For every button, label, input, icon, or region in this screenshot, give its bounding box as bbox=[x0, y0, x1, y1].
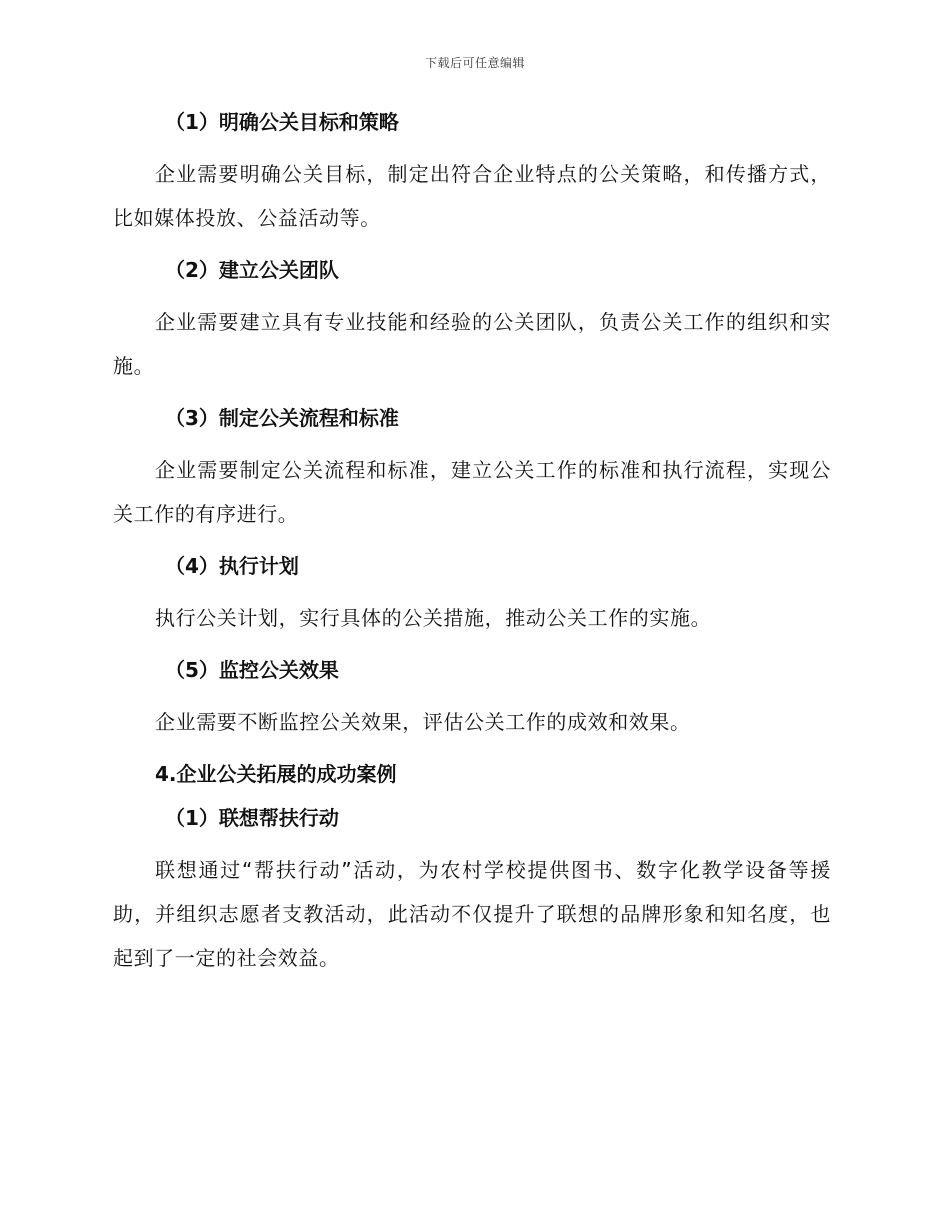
page-header: 下载后可任意编辑 bbox=[424, 56, 525, 70]
paragraph-1: 企业需要明确公关目标，制定出符合企业特点的公关策略，和传播方式，比如媒体投放、公益活动等。 bbox=[113, 162, 831, 230]
subheading-1: （1）明确公关目标和策略 bbox=[165, 110, 399, 134]
paragraph-3: 企业需要制定公关流程和标准，建立公关工作的标准和执行流程，实现公关工作的有序进行。 bbox=[113, 458, 831, 526]
paragraph-2: 企业需要建立具有专业技能和经验的公关团队，负责公关工作的组织和实施。 bbox=[113, 310, 831, 378]
subheading-2: （2）建立公关团队 bbox=[165, 258, 339, 282]
section-heading-4: 4.企业公关拓展的成功案例 bbox=[155, 762, 397, 786]
subheading-5: （5）监控公关效果 bbox=[165, 658, 339, 682]
subheading-case-1: （1）联想帮扶行动 bbox=[165, 806, 339, 830]
paragraph-5: 企业需要不断监控公关效果，评估公关工作的成效和效果。 bbox=[155, 710, 691, 734]
paragraph-case-1: 联想通过“帮扶行动”活动，为农村学校提供图书、数字化教学设备等援助，并组织志愿者支教活动，此活动不仅提升了联想的品牌形象和知名度，也起到了一定的社会效益。 bbox=[113, 858, 831, 970]
subheading-4: （4）执行计划 bbox=[165, 554, 299, 578]
paragraph-4: 执行公关计划，实行具体的公关措施，推动公关工作的实施。 bbox=[155, 606, 712, 630]
subheading-3: （3）制定公关流程和标准 bbox=[165, 406, 399, 430]
document-body bbox=[113, 108, 831, 980]
